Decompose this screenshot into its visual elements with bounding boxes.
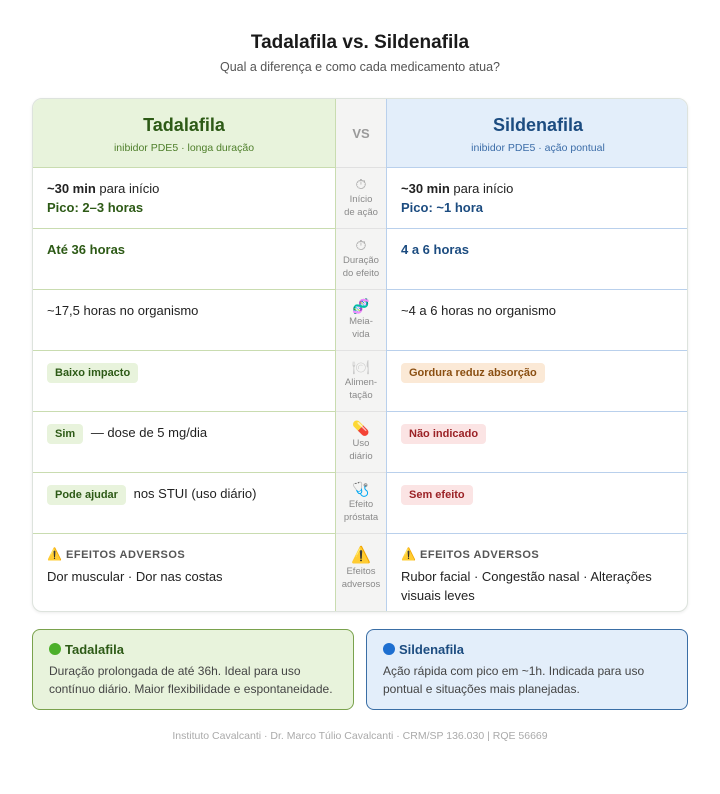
stethoscope-icon: 🩺 — [352, 481, 370, 497]
criteria-label-line1: Efeitos — [346, 566, 376, 577]
criteria-daily-use — [336, 412, 386, 473]
criteria-label-line2: do efeito — [342, 267, 380, 279]
duration-value: Até 36 horas — [47, 242, 126, 257]
criteria-label-line1: Meia- — [349, 316, 373, 327]
criteria-prostate — [336, 473, 386, 534]
criteria-label-line1: Alimen- — [344, 377, 378, 388]
criteria-duration — [336, 229, 386, 290]
adverse-effects-text: Dor muscular · Dor nas costas — [47, 569, 223, 584]
daily-use-badge: Não indicado — [401, 424, 486, 444]
summary-text: Duração prolongada de até 36h. Ideal para uso contínuo diário. Maior flexibilidade e espontaneidade. — [49, 664, 333, 696]
tadalafila-summary-card — [32, 629, 354, 710]
onset-text: para início — [449, 181, 514, 196]
halflife-value: ~17,5 horas no organismo — [47, 303, 199, 318]
criteria-label-line1: Início — [349, 194, 373, 205]
prostate-effect-text: nos STUI (uso diário) — [133, 486, 257, 501]
stopwatch-icon: ⏱ — [355, 176, 367, 192]
stopwatch-icon: ⏱ — [355, 237, 367, 253]
sildenafila-duration-cell — [387, 229, 688, 290]
warning-icon: ⚠️ — [47, 547, 63, 561]
criteria-label-line2: tação — [349, 389, 373, 401]
criteria-adverse — [336, 534, 386, 612]
criteria-label-line2: próstata — [343, 511, 379, 523]
halflife-value: ~4 a 6 horas no organismo — [401, 303, 557, 318]
sildenafila-daily-use-cell — [387, 412, 688, 473]
sildenafila-name: Sildenafila — [492, 115, 584, 135]
pill-icon: 💊 — [352, 420, 370, 436]
tadalafila-subtitle: inibidor PDE5 · longa duração — [113, 142, 255, 154]
tadalafila-duration-cell — [33, 229, 335, 290]
summary-text: Ação rápida com pico em ~1h. Indicada para uso pontual e situações mais planejadas. — [383, 664, 645, 696]
prostate-effect-badge: Sem efeito — [401, 485, 473, 505]
sildenafila-onset-cell — [387, 168, 688, 229]
sildenafila-subtitle: inibidor PDE5 · ação pontual — [471, 142, 605, 154]
criteria-label-line2: vida — [352, 328, 370, 340]
adverse-heading: EFEITOS ADVERSOS — [66, 549, 186, 561]
green-circle-icon — [49, 643, 61, 655]
vs-header — [336, 99, 386, 168]
tadalafila-halflife-cell — [33, 290, 335, 351]
criteria-onset — [336, 168, 386, 229]
daily-use-badge: Sim — [47, 424, 83, 444]
sildenafila-halflife-cell — [387, 290, 688, 351]
summary-title: Tadalafila — [65, 642, 125, 657]
sildenafila-adverse-cell — [387, 534, 688, 612]
adverse-heading: EFEITOS ADVERSOS — [420, 549, 540, 561]
onset-text: para início — [95, 181, 160, 196]
sildenafila-column — [387, 99, 688, 611]
criteria-halflife — [336, 290, 386, 351]
criteria-label-line2: de ação — [344, 206, 378, 218]
vs-label: VS — [352, 125, 370, 141]
tadalafila-column — [33, 99, 335, 611]
peak-time: Pico: ~1 hora — [401, 200, 483, 215]
duration-value: 4 a 6 horas — [401, 242, 469, 257]
comparison-table — [32, 98, 688, 612]
sildenafila-summary-card — [366, 629, 688, 710]
tadalafila-onset-cell — [33, 168, 335, 229]
criteria-label-line2: diário — [349, 450, 373, 462]
warning-icon: ⚠️ — [401, 547, 417, 561]
criteria-label-line1: Efeito — [348, 499, 374, 510]
peak-time: Pico: 2–3 horas — [47, 200, 144, 215]
page-title: Tadalafila vs. Sildenafila — [250, 32, 470, 53]
criteria-column — [335, 99, 387, 611]
dna-icon: 🧬 — [352, 298, 370, 314]
sildenafila-header — [387, 99, 688, 168]
tadalafila-name: Tadalafila — [143, 115, 225, 135]
onset-time: ~30 min — [47, 181, 96, 196]
page-subtitle: Qual a diferença e como cada medicamento atua? — [219, 60, 501, 74]
daily-use-text: — dose de 5 mg/dia — [90, 425, 208, 440]
tadalafila-food-cell — [33, 351, 335, 412]
criteria-label-line2: adversos — [341, 578, 381, 590]
sildenafila-food-cell — [387, 351, 688, 412]
criteria-food — [336, 351, 386, 412]
plate-cutlery-icon: 🍽 — [352, 359, 370, 375]
prostate-effect-badge: Pode ajudar — [47, 485, 126, 505]
blue-circle-icon — [383, 643, 395, 655]
onset-time: ~30 min — [401, 181, 450, 196]
tadalafila-prostate-cell — [33, 473, 335, 534]
warning-icon: ⚠️ — [351, 547, 371, 564]
criteria-label-line1: Duração — [343, 255, 379, 266]
tadalafila-daily-use-cell — [33, 412, 335, 473]
sildenafila-prostate-cell — [387, 473, 688, 534]
tadalafila-header — [33, 99, 335, 168]
food-impact-badge: Gordura reduz absorção — [401, 363, 545, 383]
tadalafila-adverse-cell — [33, 534, 335, 612]
food-impact-badge: Baixo impacto — [47, 363, 138, 383]
criteria-label-line1: Uso — [352, 438, 370, 449]
footer-credits: Instituto Cavalcanti · Dr. Marco Túlio Cavalcanti · CRM/SP 136.030 | RQE 56669 — [172, 730, 548, 742]
adverse-effects-text: Rubor facial · Congestão nasal · Alterações visuais leves — [401, 569, 652, 603]
summary-title: Sildenafila — [399, 642, 465, 657]
